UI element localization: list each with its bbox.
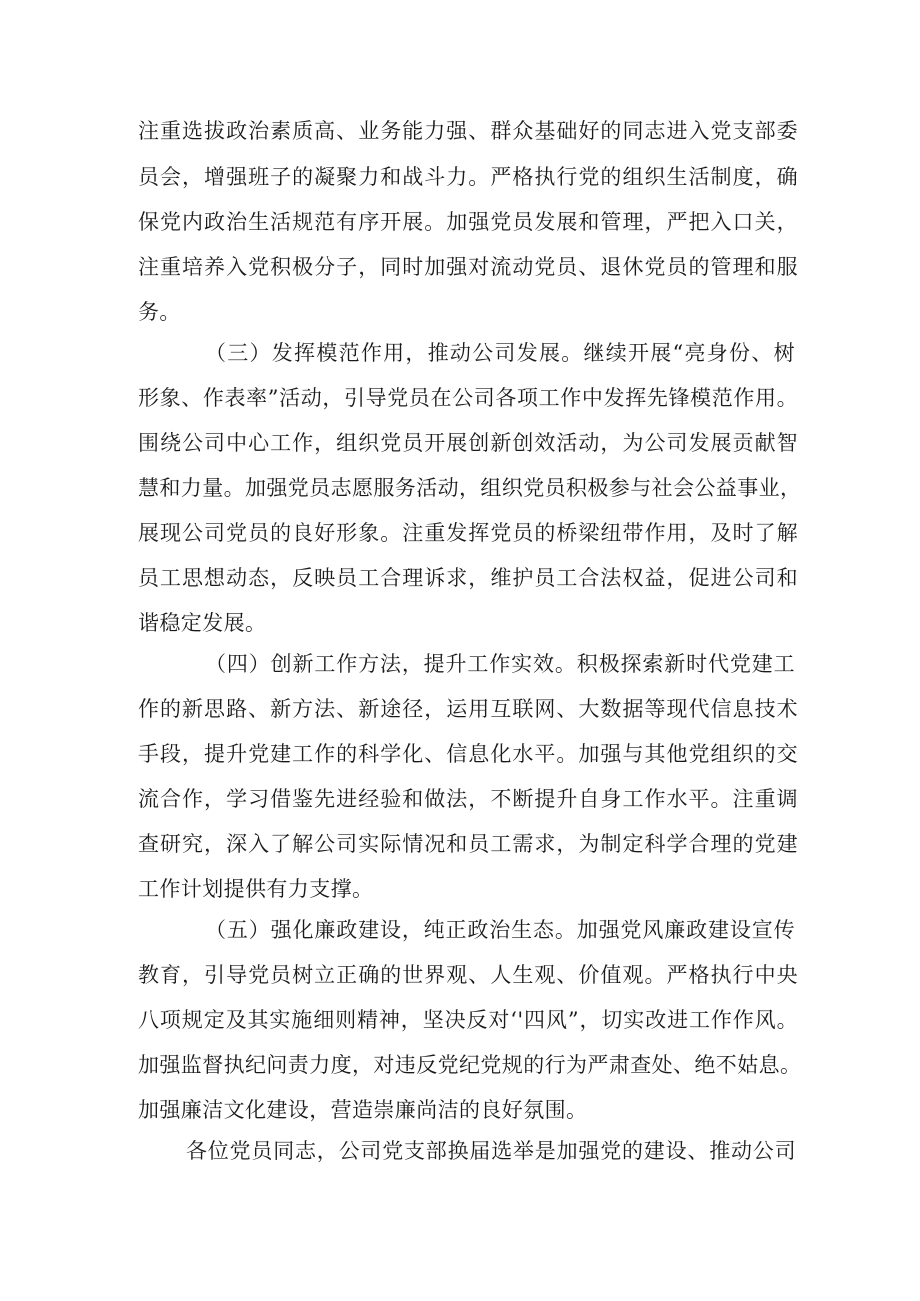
text-line: 注重选拔政治素质高、业务能力强、群众基础好的同志进入党支部委 [138, 119, 798, 143]
text-line: 教育，引导党员树立正确的世界观、人生观、价值观。严格执行中央 [138, 963, 798, 987]
text-line: 形象、作表率”活动，引导党员在公司各项工作中发挥先锋模范作用。 [138, 386, 798, 410]
section-heading-line: （四）创新工作方法，提升工作实效。积极探索新时代党建工 [205, 652, 795, 676]
text-line: 加强监督执纪问责力度，对违反党纪党规的行为严肃查处、绝不姑息。 [138, 1053, 802, 1077]
text-line: 八项规定及其实施细则精神，坚决反对‘'四风”，切实改进工作作风。 [138, 1008, 798, 1032]
section-heading-line: （三）发挥模范作用，推动公司发展。继续开展“亮身份、树 [205, 341, 795, 365]
text-line: 员会，增强班子的凝聚力和战斗力。严格执行党的组织生活制度，确 [138, 165, 798, 189]
text-line: 围绕公司中心工作，组织党员开展创新创效活动，为公司发展贡献智 [138, 431, 798, 455]
text-line: 员工思想动态，反映员工合理诉求，维护员工合法权益，促进公司和 [138, 566, 798, 590]
text-line: 工作计划提供有力支撑。 [138, 877, 374, 901]
text-line: 保党内政治生活规范有序开展。加强党员发展和管理，严把入口关， [138, 210, 798, 234]
text-line: 流合作，学习借鉴先进经验和做法，不断提升自身工作水平。注重调 [138, 787, 798, 811]
text-line: 务。 [138, 300, 181, 324]
text-line: 慧和力量。加强党员志愿服务活动，组织党员积极参与社会公益事业， [138, 476, 802, 500]
text-line: 查研究，深入了解公司实际情况和员工需求，为制定科学合理的党建 [138, 832, 798, 856]
text-line: 各位党员同志，公司党支部换届选举是加强党的建设、推动公司 [186, 1139, 796, 1163]
text-line: 注重培养入党积极分子，同时加强对流动党员、退休党员的管理和服 [138, 255, 798, 279]
text-line: 手段，提升党建工作的科学化、信息化水平。加强与其他党组织的交 [138, 742, 798, 766]
text-line: 展现公司党员的良好形象。注重发挥党员的桥梁纽带作用，及时了解 [138, 521, 798, 545]
text-line: 加强廉洁文化建设，营造崇廉尚洁的良好氛围。 [138, 1098, 588, 1122]
section-heading-line: （五）强化廉政建设，纯正政治生态。加强党风廉政建设宣传 [205, 918, 795, 942]
text-line: 谐稳定发展。 [138, 611, 267, 635]
text-line: 作的新思路、新方法、新途径，运用互联网、大数据等现代信息技术 [138, 697, 798, 721]
